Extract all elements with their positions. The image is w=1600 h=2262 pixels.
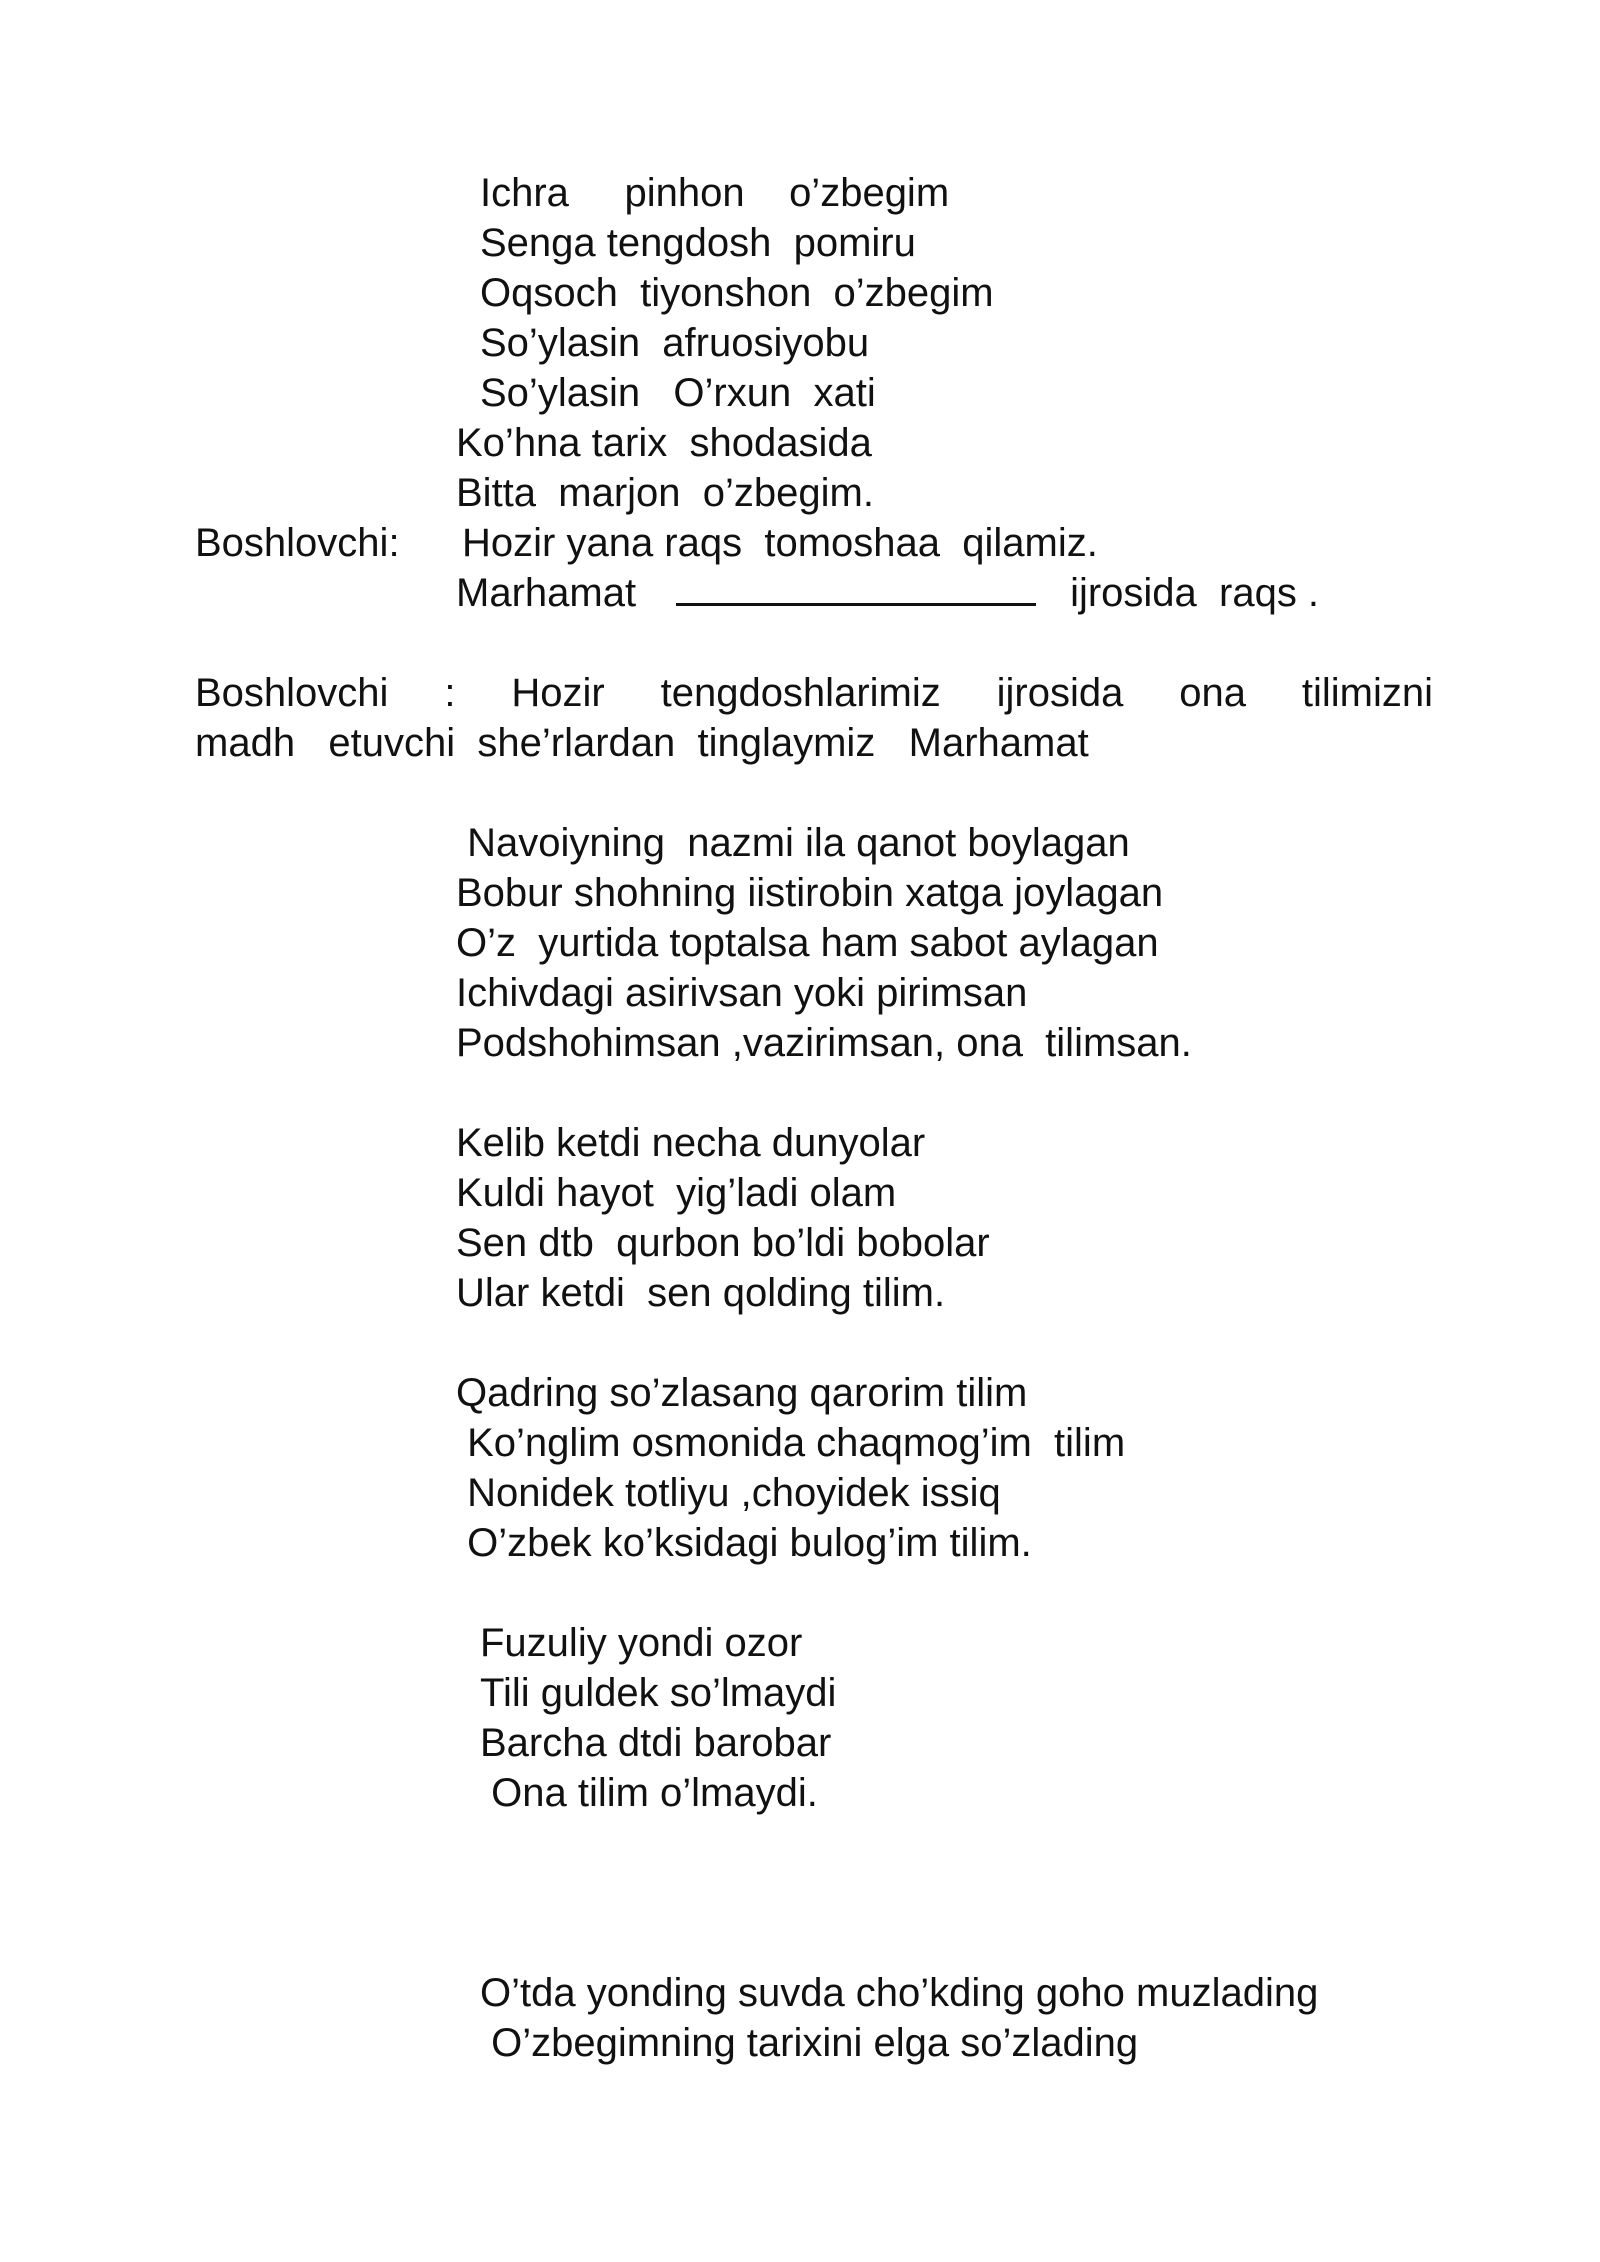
speaker-label: Boshlovchi:	[195, 521, 400, 565]
poem-line: So’ylasin O’rxun xati	[480, 371, 876, 415]
host-speech-line: madh etuvchi she’rlardan tinglaymiz Marhamat	[195, 721, 1089, 765]
poem-line: O’zbek ko’ksidagi bulog’im tilim.	[456, 1521, 1032, 1565]
poem-line: Bobur shohning iistirobin xatga joylagan	[456, 871, 1164, 915]
host-speech-fragment: ijrosida raqs .	[1070, 571, 1320, 615]
host-speech-line	[456, 568, 1319, 618]
blank-underline	[676, 569, 1036, 606]
poem-line: Ichra pinhon o’zbegim	[480, 171, 950, 215]
poem-line: O’tda yonding suvda cho’kding goho muzlading	[480, 1971, 1319, 2015]
poem-line: Navoiyning nazmi ila qanot boylagan	[456, 821, 1130, 865]
poem-line: Tili guldek so’lmaydi	[480, 1671, 837, 1715]
poem-line: Senga tengdosh pomiru	[480, 221, 916, 265]
poem-line: Qadring so’zlasang qarorim tilim	[456, 1371, 1028, 1415]
poem-line: Ko’hna tarix shodasida	[456, 421, 872, 465]
host-speech-line: Hozir yana raqs tomoshaa qilamiz.	[462, 521, 1098, 565]
poem-line: Nonidek totliyu ,choyidek issiq	[456, 1471, 1001, 1515]
poem-line: Barcha dtdi barobar	[480, 1721, 832, 1765]
poem-line: Kuldi hayot yig’ladi olam	[456, 1171, 897, 1215]
poem-line: Ko’nglim osmonida chaqmog’im tilim	[456, 1421, 1126, 1465]
poem-line: Bitta marjon o’zbegim.	[456, 471, 874, 515]
host-speech-fragment: Marhamat	[456, 571, 637, 615]
poem-line: O’zbegimning tarixini elga so’zlading	[480, 2021, 1139, 2065]
host-speech-line: Boshlovchi : Hozir tengdoshlarimiz ijrosida ona tilimizni	[195, 671, 1433, 715]
poem-line: So’ylasin afruosiyobu	[480, 321, 870, 365]
poem-line: Ona tilim o’lmaydi.	[480, 1771, 818, 1815]
poem-line: Podshohimsan ,vazirimsan, ona tilimsan.	[456, 1021, 1192, 1065]
poem-line: Sen dtb qurbon bo’ldi bobolar	[456, 1221, 990, 1265]
poem-line: Oqsoch tiyonshon o’zbegim	[480, 271, 994, 315]
poem-line: Fuzuliy yondi ozor	[480, 1621, 803, 1665]
poem-line: Ular ketdi sen qolding tilim.	[456, 1271, 946, 1315]
poem-line: Ichivdagi asirivsan yoki pirimsan	[456, 971, 1028, 1015]
poem-line: O’z yurtida toptalsa ham sabot aylagan	[456, 921, 1159, 965]
poem-line: Kelib ketdi necha dunyolar	[456, 1121, 926, 1165]
